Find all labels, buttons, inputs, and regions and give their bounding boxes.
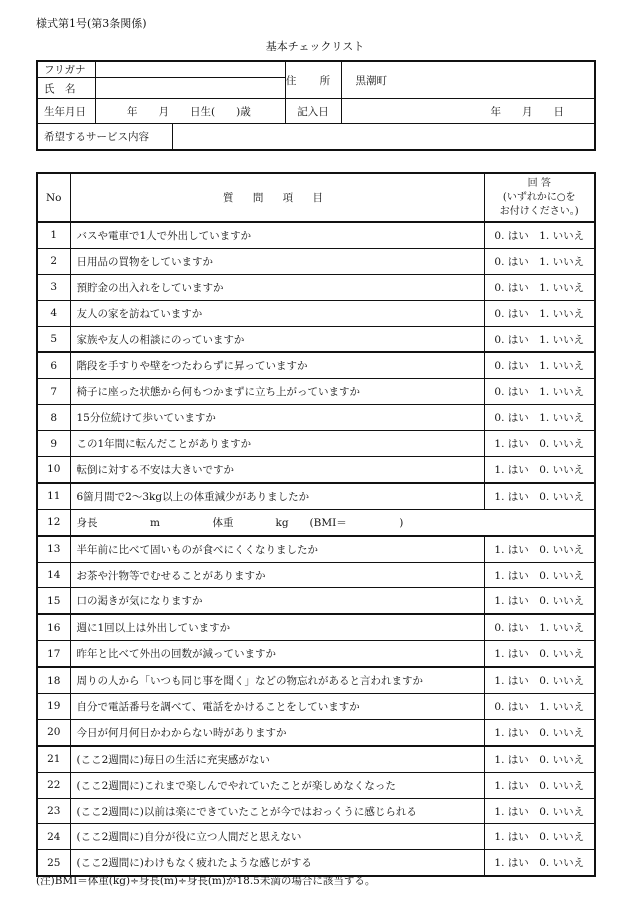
question-text: この1年間に転んだことがありますか <box>70 431 484 457</box>
answer-options[interactable]: 1. はい 0. いいえ <box>484 824 595 850</box>
question-number: 25 <box>37 850 70 876</box>
table-row <box>37 405 595 431</box>
question-number: 4 <box>37 300 70 326</box>
table-row <box>37 300 595 326</box>
answer-options[interactable]: 0. はい 1. いいえ <box>484 300 595 326</box>
table-row <box>37 352 595 378</box>
table-row <box>37 483 595 509</box>
answer-options[interactable]: 0. はい 1. いいえ <box>484 352 595 378</box>
question-text: バスや電車で1人で外出していますか <box>70 222 484 248</box>
answer-options[interactable]: 0. はい 1. いいえ <box>484 614 595 640</box>
answer-options[interactable]: 1. はい 0. いいえ <box>484 850 595 876</box>
question-text: (ここ2週間に)毎日の生活に充実感がない <box>70 746 484 772</box>
address-label: 住 所 <box>285 61 341 99</box>
question-number: 19 <box>37 694 70 720</box>
question-text: 階段を手すりや壁をつたわらずに昇っていますか <box>70 352 484 378</box>
table-row <box>37 614 595 640</box>
question-text: 昨年と比べて外出の回数が減っていますか <box>70 641 484 667</box>
question-text: 椅子に座った状態から何もつかまずに立ち上がっていますか <box>70 379 484 405</box>
question-number: 10 <box>37 457 70 483</box>
bmi-note: (注)BMI＝体重(kg)÷身長(m)÷身長(m)が18.5未満の場合に該当する。 <box>36 875 376 887</box>
furigana-label: フリガナ <box>37 61 95 78</box>
question-text: 友人の家を訪ねていますか <box>70 300 484 326</box>
table-row <box>37 772 595 798</box>
question-text: (ここ2週間に)以前は楽にできていたことが今ではおっくうに感じられる <box>70 798 484 824</box>
question-text: 周りの人から「いつも同じ事を聞く」などの物忘れがあると言われますか <box>70 667 484 693</box>
answer-header-line-2: (いずれかに○を <box>502 191 576 203</box>
question-text: 6箇月間で2～3kg以上の体重減少がありましたか <box>70 483 484 509</box>
question-text: お茶や汁物等でむせることがありますか <box>70 562 484 588</box>
table-row <box>37 536 595 562</box>
table-row <box>37 222 595 248</box>
answer-options[interactable]: 1. はい 0. いいえ <box>484 457 595 483</box>
table-row <box>37 379 595 405</box>
question-number: 8 <box>37 405 70 431</box>
answer-options[interactable]: 1. はい 0. いいえ <box>484 667 595 693</box>
question-number: 20 <box>37 719 70 745</box>
table-row <box>37 274 595 300</box>
birth-field[interactable]: 年 月 日生( )歳 <box>95 99 285 124</box>
table-row <box>37 641 595 667</box>
answer-options[interactable]: 1. はい 0. いいえ <box>484 536 595 562</box>
question-number: 7 <box>37 379 70 405</box>
page-title: 基本チェックリスト <box>265 40 365 53</box>
question-number: 3 <box>37 274 70 300</box>
answer-options[interactable]: 1. はい 0. いいえ <box>484 746 595 772</box>
question-number: 21 <box>37 746 70 772</box>
question-number: 9 <box>37 431 70 457</box>
column-question-header: 質 問 項 目 <box>70 173 484 222</box>
entry-date-field[interactable]: 年 月 日 <box>341 99 595 124</box>
answer-options[interactable]: 0. はい 1. いいえ <box>484 222 595 248</box>
checklist-table <box>36 172 596 877</box>
question-text: (ここ2週間に)これまで楽しんでやれていたことが楽しめなくなった <box>70 772 484 798</box>
table-row <box>37 562 595 588</box>
table-row <box>37 719 595 745</box>
question-number: 24 <box>37 824 70 850</box>
answer-options[interactable]: 1. はい 0. いいえ <box>484 641 595 667</box>
question-text: 日用品の買物をしていますか <box>70 248 484 274</box>
entry-date-label: 記入日 <box>285 99 341 124</box>
name-field[interactable] <box>95 78 285 99</box>
question-text: 半年前に比べて固いものが食べにくくなりましたか <box>70 536 484 562</box>
question-text: 自分で電話番号を調べて、電話をかけることをしていますか <box>70 694 484 720</box>
table-row <box>37 798 595 824</box>
form-id: 様式第1号(第3条関係) <box>36 17 147 30</box>
question-number: 15 <box>37 588 70 614</box>
answer-options[interactable]: 0. はい 1. いいえ <box>484 326 595 352</box>
address-value[interactable]: 黒潮町 <box>341 61 595 99</box>
service-field[interactable] <box>173 124 594 149</box>
answer-header-line-1: 回 答 <box>527 177 551 189</box>
service-label: 希望するサービス内容 <box>38 124 173 149</box>
question-number: 18 <box>37 667 70 693</box>
answer-options[interactable]: 0. はい 1. いいえ <box>484 274 595 300</box>
answer-options[interactable]: 0. はい 1. いいえ <box>484 405 595 431</box>
question-text: 口の渇きが気になりますか <box>70 588 484 614</box>
answer-options[interactable]: 1. はい 0. いいえ <box>484 431 595 457</box>
question-number: 1 <box>37 222 70 248</box>
table-row <box>37 588 595 614</box>
table-row <box>37 824 595 850</box>
name-label: 氏 名 <box>37 78 95 99</box>
applicant-info-table <box>36 60 596 151</box>
table-row <box>37 457 595 483</box>
answer-options[interactable]: 0. はい 1. いいえ <box>484 694 595 720</box>
table-row <box>37 509 595 535</box>
question-text: (ここ2週間に)自分が役に立つ人間だと思えない <box>70 824 484 850</box>
answer-header-line-3: お付けください。) <box>499 205 579 217</box>
answer-options[interactable]: 1. はい 0. いいえ <box>484 483 595 509</box>
question-text: (ここ2週間に)わけもなく疲れたような感じがする <box>70 850 484 876</box>
question-text[interactable]: 身長 m 体重 kg (BMI＝ ) <box>70 509 595 535</box>
answer-options[interactable]: 1. はい 0. いいえ <box>484 772 595 798</box>
question-number: 14 <box>37 562 70 588</box>
question-text: 家族や友人の相談にのっていますか <box>70 326 484 352</box>
column-no-header: No <box>37 173 70 222</box>
question-text: 預貯金の出入れをしていますか <box>70 274 484 300</box>
answer-options[interactable]: 1. はい 0. いいえ <box>484 719 595 745</box>
question-number: 22 <box>37 772 70 798</box>
birth-label: 生年月日 <box>37 99 95 124</box>
question-number: 6 <box>37 352 70 378</box>
table-row <box>37 431 595 457</box>
furigana-field[interactable] <box>95 61 285 78</box>
question-number: 5 <box>37 326 70 352</box>
question-text: 転倒に対する不安は大きいですか <box>70 457 484 483</box>
question-number: 13 <box>37 536 70 562</box>
question-number: 16 <box>37 614 70 640</box>
question-text: 15分位続けて歩いていますか <box>70 405 484 431</box>
question-number: 23 <box>37 798 70 824</box>
table-row <box>37 326 595 352</box>
question-text: 週に1回以上は外出していますか <box>70 614 484 640</box>
table-row <box>37 667 595 693</box>
answer-options[interactable]: 0. はい 1. いいえ <box>484 379 595 405</box>
question-number: 12 <box>37 509 70 535</box>
table-row <box>37 746 595 772</box>
table-row <box>37 694 595 720</box>
answer-options[interactable]: 1. はい 0. いいえ <box>484 798 595 824</box>
answer-options[interactable]: 0. はい 1. いいえ <box>484 248 595 274</box>
column-answer-header <box>484 173 595 222</box>
question-number: 11 <box>37 483 70 509</box>
question-number: 17 <box>37 641 70 667</box>
table-row <box>37 248 595 274</box>
answer-options[interactable]: 1. はい 0. いいえ <box>484 588 595 614</box>
answer-options[interactable]: 1. はい 0. いいえ <box>484 562 595 588</box>
question-text: 今日が何月何日かわからない時がありますか <box>70 719 484 745</box>
question-number: 2 <box>37 248 70 274</box>
